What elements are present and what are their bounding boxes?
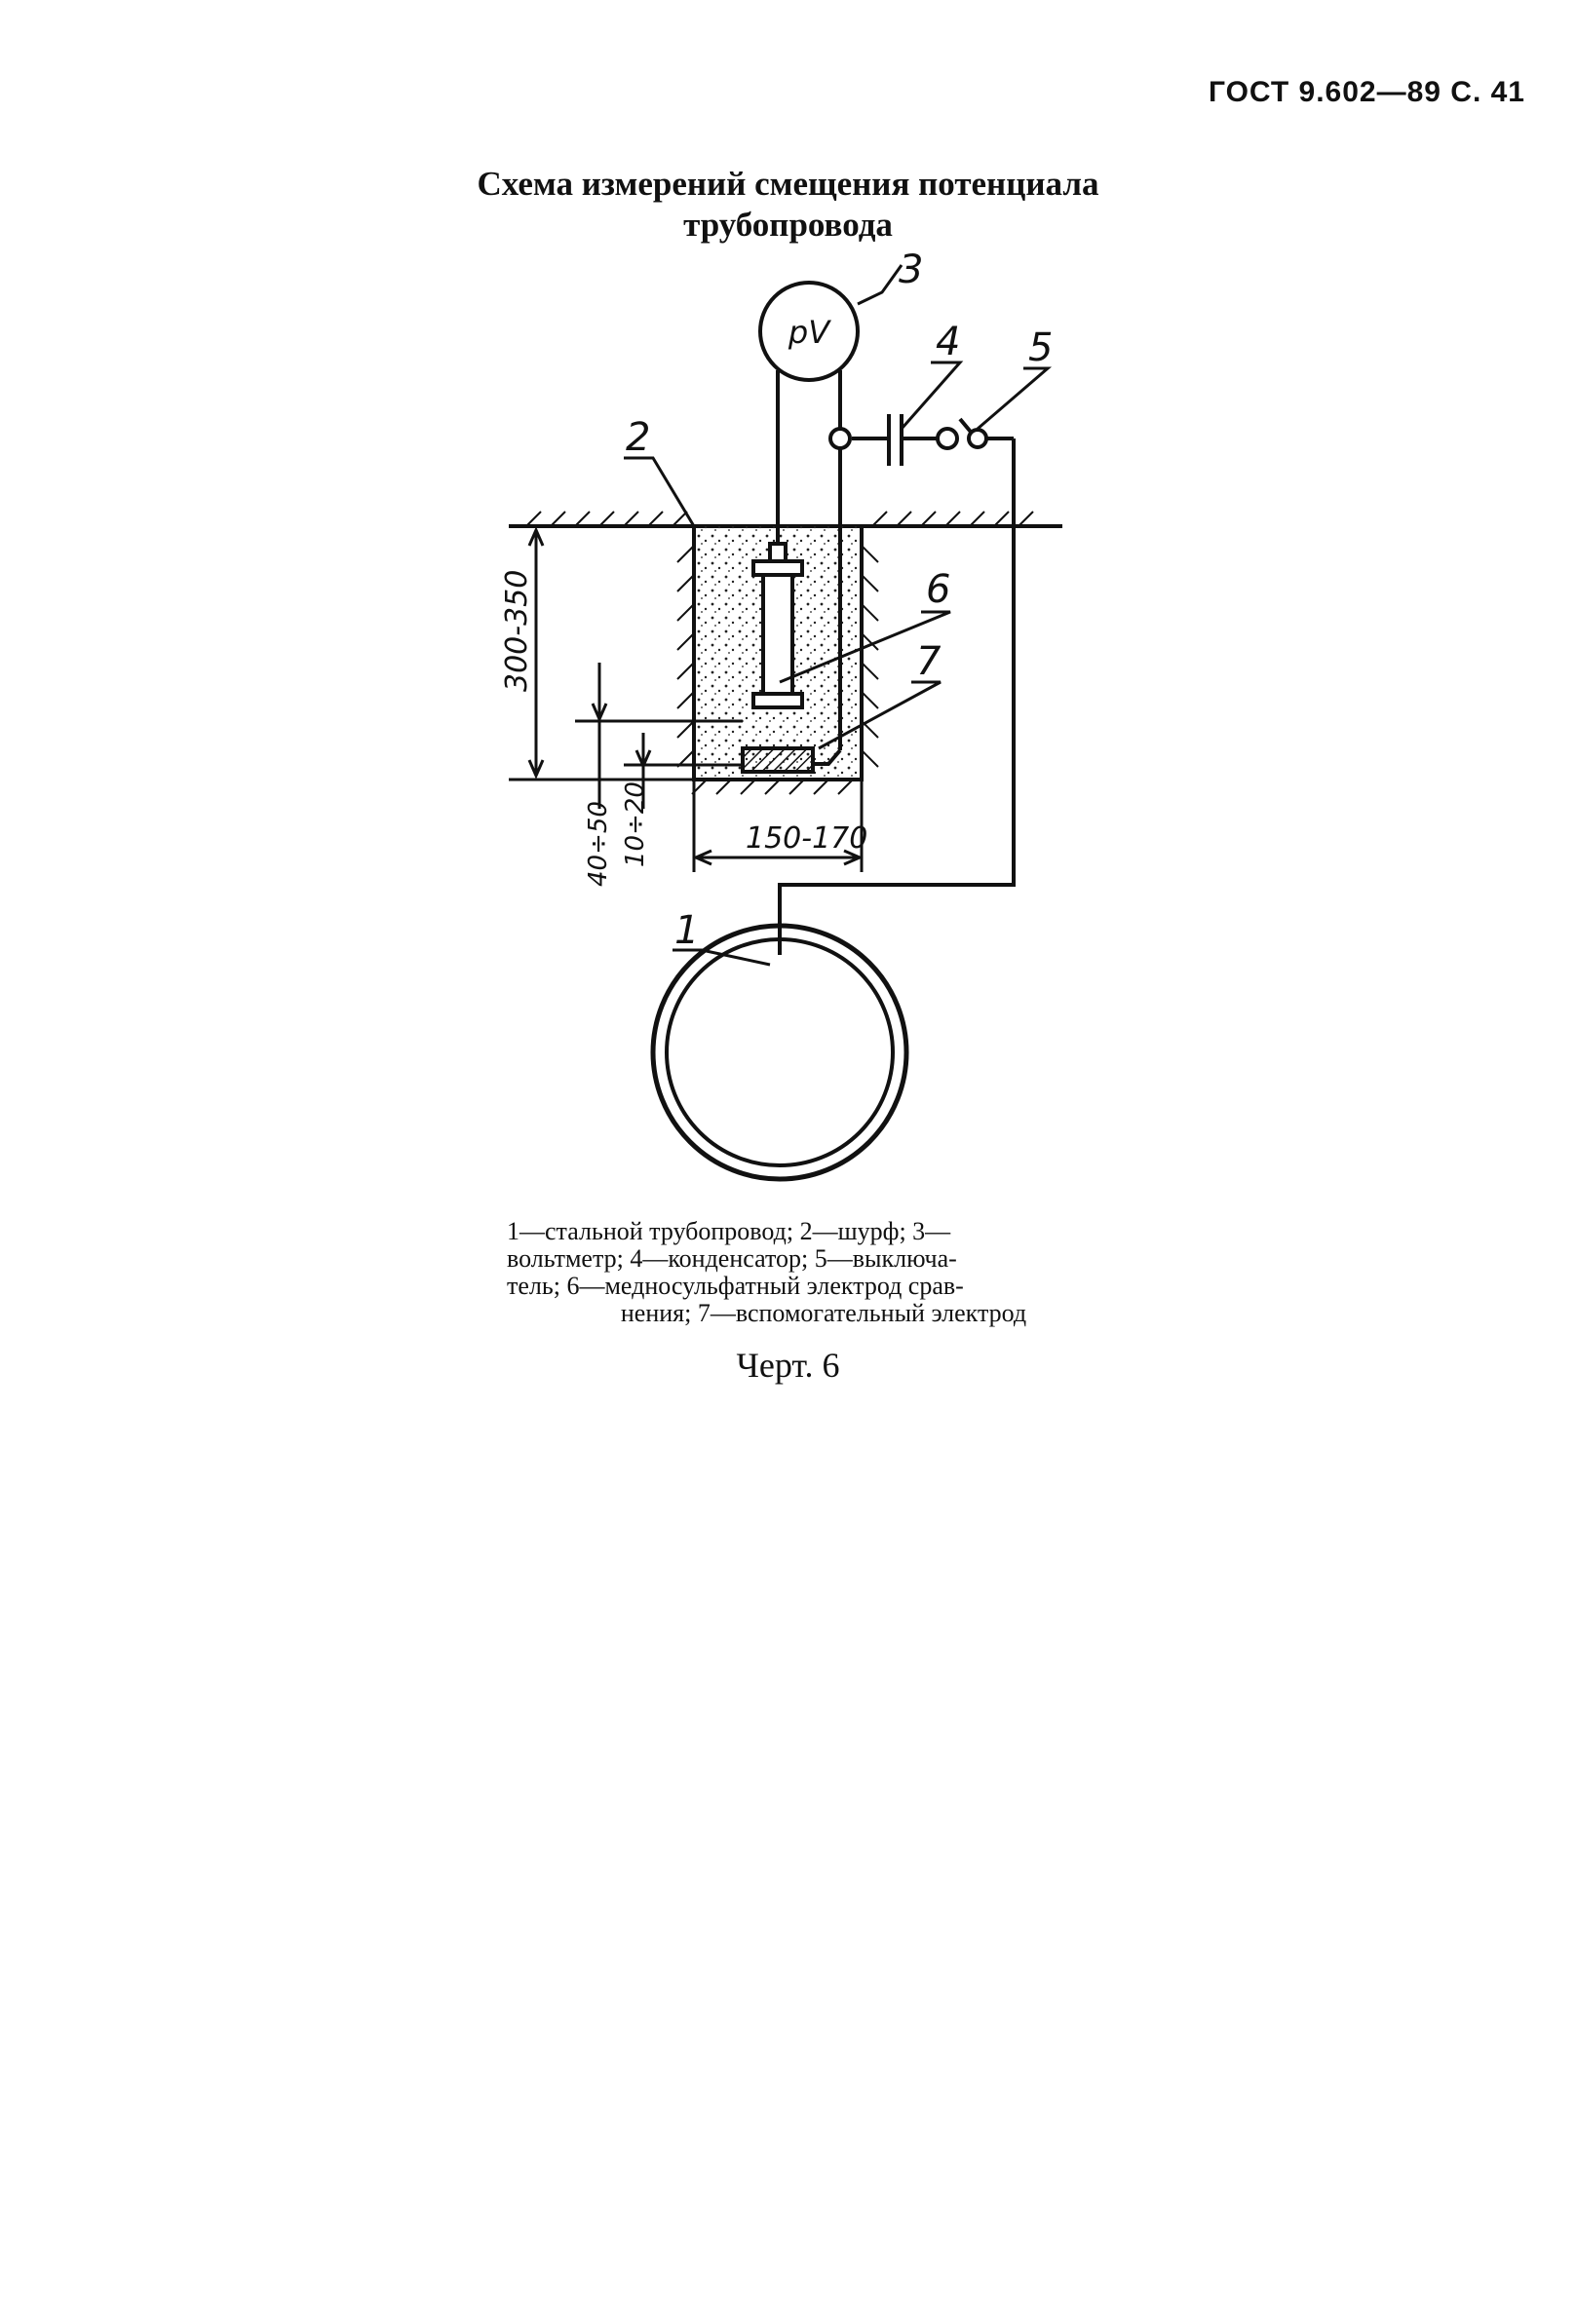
legend-line-3: тель; 6—медносульфатный электрод срав- — [507, 1272, 964, 1300]
page-header: ГОСТ 9.602—89 С. 41 — [1208, 76, 1525, 108]
pipeline-inner — [667, 939, 893, 1165]
gap-large-label: 40÷50 — [584, 801, 613, 887]
figure-title-line-2: трубопровода — [683, 206, 893, 244]
callout-3: 3 — [899, 248, 924, 292]
legend-line-2: вольтметр; 4—конденсатор; 5—выключа- — [507, 1244, 957, 1273]
width-dimension-label: 150-170 — [746, 821, 868, 856]
gap-small-label: 10÷20 — [621, 781, 650, 867]
voltmeter-label: pV — [788, 314, 830, 351]
legend-line-1: 1—стальной трубопровод; 2—шурф; 3— — [507, 1217, 951, 1245]
callout-4: 4 — [936, 320, 961, 364]
switch-terminal-left — [938, 429, 957, 448]
callout-1: 1 — [674, 908, 700, 953]
callout-5: 5 — [1028, 325, 1054, 370]
callout-6: 6 — [926, 567, 951, 612]
figure-title-line-1: Схема измерений смещения потенциала — [477, 165, 1099, 203]
callout-7: 7 — [916, 639, 942, 684]
switch-terminal-right — [969, 430, 986, 447]
legend-line-4: нения; 7—вспомогательный электрод — [620, 1299, 1027, 1327]
depth-dimension — [509, 530, 694, 780]
pipeline-outer — [653, 926, 906, 1179]
depth-dimension-label: 300-350 — [500, 569, 534, 692]
figure-number: Черт. 6 — [736, 1346, 840, 1385]
figure-legend — [507, 1218, 1140, 1327]
auxiliary-electrode — [743, 748, 813, 772]
callout-2: 2 — [626, 415, 651, 460]
voltmeter-junction — [830, 429, 850, 448]
